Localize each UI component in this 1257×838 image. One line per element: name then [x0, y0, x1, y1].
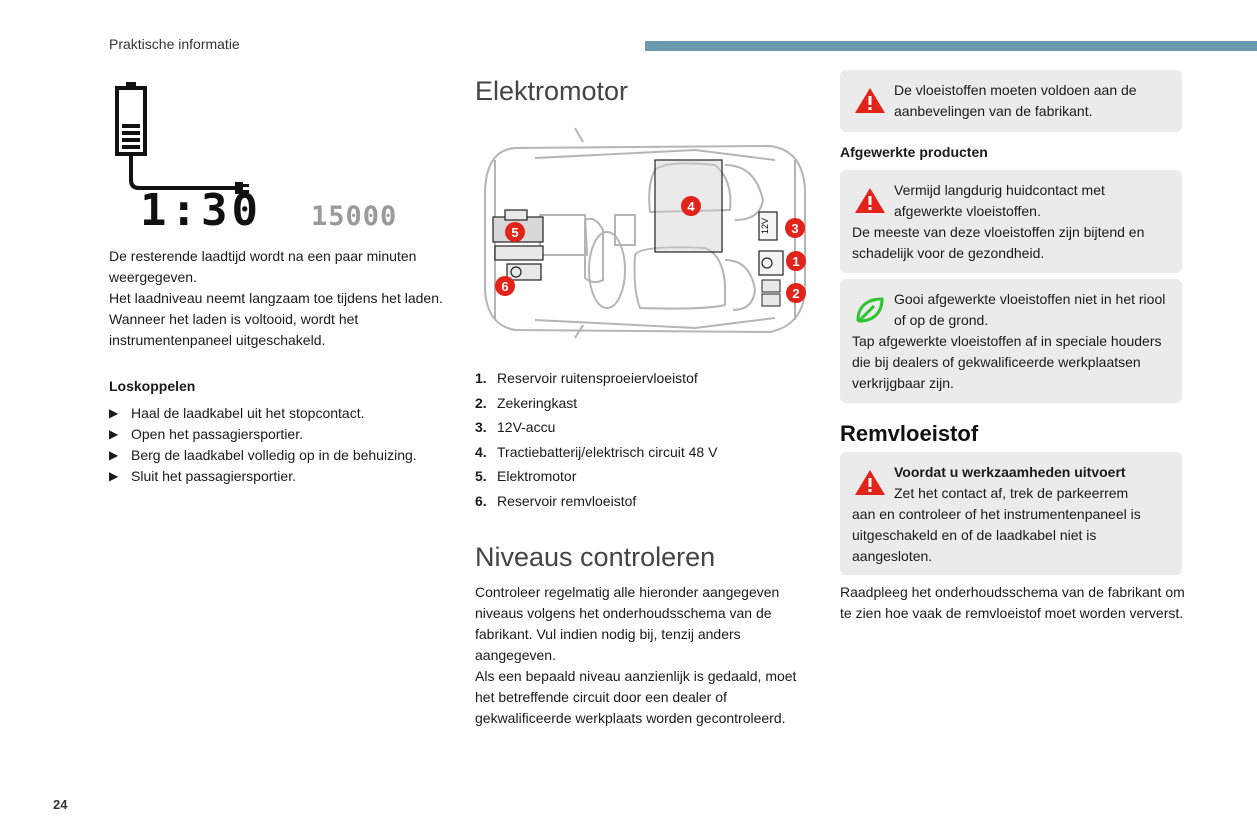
diagram-markers — [475, 120, 815, 345]
arrow-right-icon: ▶ — [109, 448, 119, 462]
warning-title: Voordat u werkzaamheden uitvoert — [894, 464, 1126, 480]
svg-text:4: 4 — [687, 199, 695, 214]
disconnect-heading: Loskoppelen — [109, 378, 196, 394]
svg-text:6: 6 — [501, 279, 509, 294]
warning-text-cont: De meeste van deze vloeistoffen zijn bijtend en schadelijk voor de gezondheid. — [852, 224, 1145, 261]
parts-list — [475, 366, 815, 513]
car-diagram — [475, 120, 815, 345]
paragraph: Als een bepaald niveau aanzienlijk is gedaald, moet het betreffende circuit door een dealer of gekwalificeerde werkplaats worden gecontroleerd. — [475, 668, 797, 726]
levels-heading: Niveaus controleren — [475, 542, 716, 572]
arrow-right-icon: ▶ — [109, 406, 119, 420]
list-item: 3. 12V-accu — [475, 419, 556, 435]
paragraph: De resterende laadtijd wordt na een paar minuten weergegeven. — [109, 248, 417, 285]
warning-text-cont: aan en controleer of het instrumentenpaneel is uitgeschakeld en of de laadkabel niet is aangesloten. — [852, 506, 1141, 564]
list-item: ▶ Sluit het passagiersportier. — [109, 466, 449, 487]
arrow-right-icon: ▶ — [109, 427, 119, 441]
list-item: ▶ Berg de laadkabel volledig op in de behuizing. — [109, 445, 449, 466]
eco-box — [840, 279, 1182, 403]
eco-text-cont: Tap afgewerkte vloeistoffen af in speciale houders die bij dealers of gekwalificeerde werkplaatsen verkrijgbaar zijn. — [852, 333, 1162, 391]
marker-2 — [786, 283, 806, 303]
header-accent-bar — [645, 41, 1257, 51]
list-item: ▶ Open het passagiersportier. — [109, 424, 449, 445]
marker-1 — [786, 251, 806, 271]
arrow-right-icon: ▶ — [109, 469, 119, 483]
section-title: Praktische informatie — [109, 36, 240, 52]
brake-fluid-text: Raadpleeg het onderhoudsschema van de fabrikant om te zien hoe vaak de remvloeistof moet worden ververst. — [840, 584, 1185, 621]
page-number: 24 — [53, 797, 68, 812]
list-item: 4. Tractiebatterij/elektrisch circuit 48 V — [475, 443, 718, 460]
warning-triangle-icon — [854, 86, 886, 114]
warning-text: De vloeistoffen moeten voldoen aan de aanbevelingen van de fabrikant. — [894, 82, 1137, 119]
charge-time-readout: 1:30 — [140, 185, 262, 236]
paragraph: Wanneer het laden is voltooid, wordt het instrumentenpaneel uitgeschakeld. — [109, 311, 359, 348]
warning-text: Vermijd langdurig huidcontact met afgewerkte vloeistoffen. — [894, 182, 1105, 219]
list-item: 5. Elektromotor — [475, 468, 577, 484]
svg-text:2: 2 — [792, 286, 800, 301]
odometer-readout: 15000 — [311, 201, 398, 232]
svg-text:3: 3 — [791, 221, 799, 236]
levels-text — [475, 582, 813, 729]
warning-box-skin — [840, 170, 1182, 273]
eco-text: Gooi afgewerkte vloeistoffen niet in het riool of op de grond. — [894, 291, 1166, 328]
marker-3 — [785, 218, 805, 238]
warning-triangle-icon — [854, 468, 886, 496]
paragraph: Het laadniveau neemt langzaam toe tijdens het laden. — [109, 290, 443, 306]
list-item: 6. Reservoir remvloeistof — [475, 492, 637, 509]
list-item: ▶ Haal de laadkabel uit het stopcontact. — [109, 403, 449, 424]
svg-text:5: 5 — [511, 225, 519, 240]
svg-text:1: 1 — [792, 254, 800, 269]
warning-box-brake — [840, 452, 1182, 575]
marker-6 — [495, 276, 515, 296]
warning-triangle-icon — [854, 186, 886, 214]
marker-5 — [505, 222, 525, 242]
marker-4 — [681, 196, 701, 216]
charging-info-text — [109, 246, 444, 351]
warning-box-fluids — [840, 70, 1182, 132]
leaf-icon — [854, 296, 886, 324]
battery-12v-label: 12V — [760, 217, 770, 235]
warning-text: Zet het contact af, trek de parkeerrem — [894, 485, 1129, 501]
paragraph: Controleer regelmatig alle hieronder aangegeven niveaus volgens het onderhoudsschema van de fabrikant. Vul indien nodig bij, tenzij anders aangegeven. — [475, 584, 780, 663]
list-item: 1. Reservoir ruitensproeiervloeistof — [475, 370, 698, 386]
motor-heading: Elektromotor — [475, 76, 629, 106]
used-products-heading: Afgewerkte producten — [840, 144, 988, 160]
brake-fluid-heading: Remvloeistof — [840, 421, 979, 446]
disconnect-steps — [109, 403, 449, 487]
list-item: 2. Zekeringkast — [475, 394, 578, 411]
